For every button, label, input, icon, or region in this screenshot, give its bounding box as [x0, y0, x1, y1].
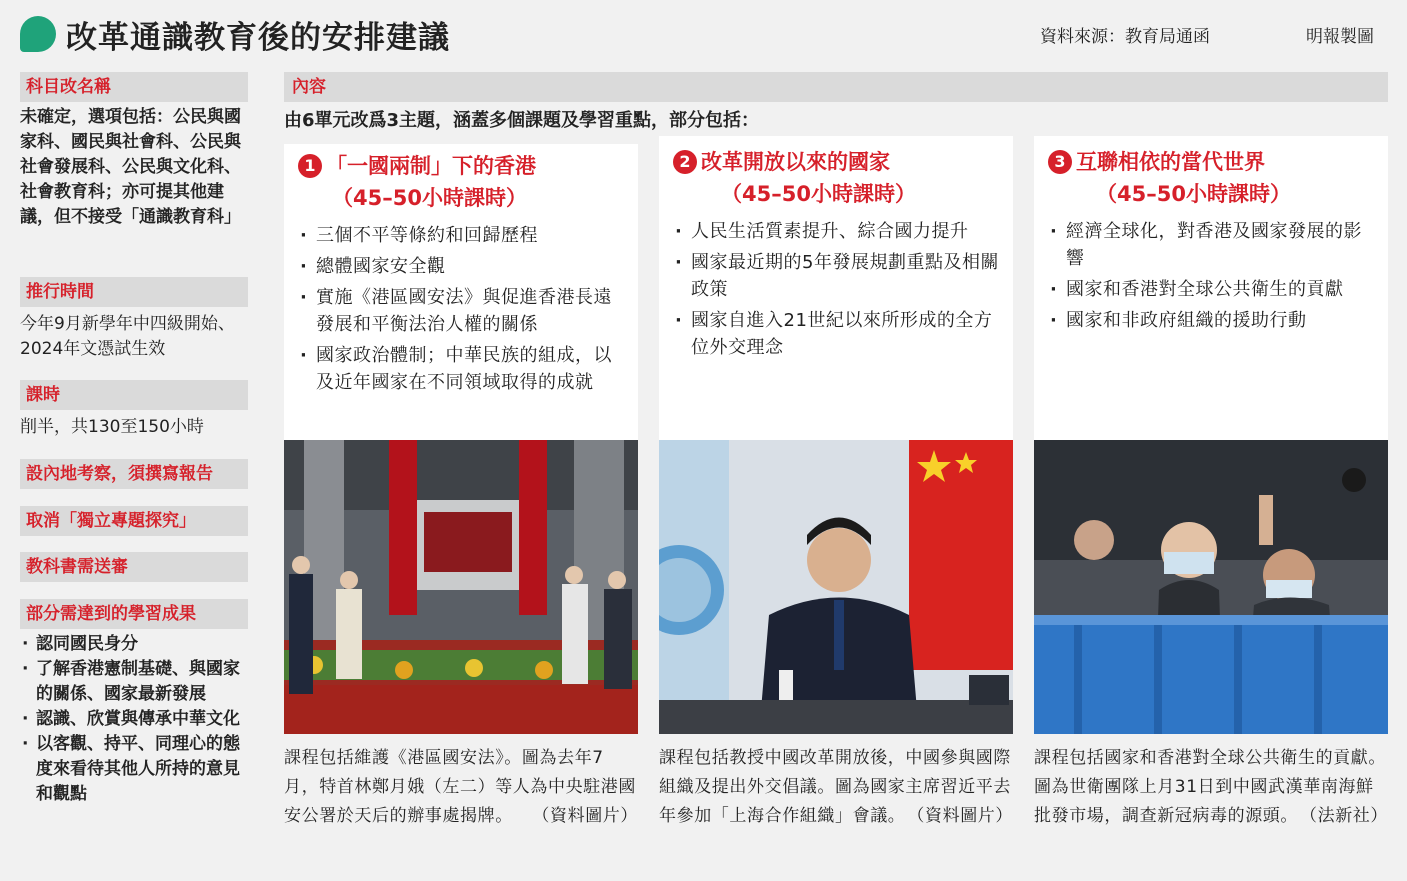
- photo-press-crowd: [1034, 440, 1388, 734]
- outcome-item: · 了解香港憲制基礎、與國家的關係、國家最新發展: [20, 657, 252, 707]
- caption-source: （資料圖片）: [907, 806, 1013, 826]
- caption-2: 課程包括教授中國改革開放後，中國參與國際組織及提出外交倡議。圖為國家主席習近平去年參加「上海合作組織」會議。 （資料圖片）: [659, 744, 1013, 831]
- theme-hours: （45–50小時課時）: [332, 186, 527, 210]
- theme-title: 1 「一國兩制」下的香港: [298, 150, 628, 182]
- theme-bullets: [673, 218, 1003, 361]
- source-note: 資料來源：教育局通函: [1040, 27, 1210, 47]
- theme-bullets: [298, 222, 628, 396]
- number-2-icon: 2: [673, 150, 697, 174]
- caption-source: （法新社）: [1300, 806, 1388, 826]
- bullet-item: · 經濟全球化，對香港及國家發展的影響: [1048, 218, 1378, 272]
- caption-1: 課程包括維護《港區國安法》。圖為去年7月，特首林鄭月娥（左二）等人為中央駐港國安公署於天后的辦事處揭牌。 （資料圖片）: [284, 744, 638, 831]
- theme-bullets: [1048, 218, 1378, 334]
- content-heading: 內容: [284, 72, 1388, 102]
- theme-card-2: [659, 136, 1013, 440]
- bullet-item: · 三個不平等條約和回歸歷程: [298, 222, 628, 249]
- outcomes-heading: 部分需達到的學習成果: [20, 599, 248, 629]
- mainland-study-heading: 設內地考察，須撰寫報告: [20, 459, 248, 489]
- bullet-item: · 國家自進入21世紀以來所形成的全方位外交理念: [673, 307, 1003, 361]
- outcome-item: · 以客觀、持平、同理心的態度來看待其他人所持的意見和觀點: [20, 732, 252, 807]
- brand-logo-icon: [20, 16, 56, 52]
- page-title: 改革通識教育後的安排建議: [66, 20, 450, 56]
- caption-source: （資料圖片）: [532, 806, 638, 826]
- hours-text: 削半，共130至150小時: [20, 417, 204, 437]
- number-1-icon: 1: [298, 154, 322, 178]
- timing-text: 今年9月新學年中四級開始、2024年文憑試生效: [20, 314, 235, 359]
- bullet-item: · 國家最近期的5年發展規劃重點及相關政策: [673, 249, 1003, 303]
- hours-heading: 課時: [20, 380, 248, 410]
- textbook-heading: 教科書需送審: [20, 552, 248, 582]
- number-3-icon: 3: [1048, 150, 1072, 174]
- theme-hours: （45–50小時課時）: [721, 182, 916, 206]
- theme-title: 3 互聯相依的當代世界: [1048, 146, 1378, 178]
- photo-plaque-unveiling: [284, 440, 638, 734]
- bullet-item: · 國家和非政府組織的援助行動: [1048, 307, 1378, 334]
- content-intro: 由6單元改爲3主題，涵蓋多個課題及學習重點，部分包括：: [284, 110, 760, 131]
- bullet-item: · 人民生活質素提升、綜合國力提升: [673, 218, 1003, 245]
- rename-text: 未確定，選項包括：公民與國家科、國民與社會科、公民與社會發展科、公民與文化科、社會教育科；亦可提其他建議，但不接受「通識教育科」: [20, 107, 241, 227]
- bullet-item: · 國家和香港對全球公共衛生的貢獻: [1048, 276, 1378, 303]
- outcomes-list: [20, 632, 252, 807]
- bullet-item: · 國家政治體制；中華民族的組成，以及近年國家在不同領域取得的成就: [298, 342, 628, 396]
- caption-3: 課程包括國家和香港對全球公共衛生的貢獻。圖為世衛團隊上月31日到中國武漢華南海鮮批發市場，調查新冠病毒的源頭。 （法新社）: [1034, 744, 1388, 831]
- theme-hours: （45–50小時課時）: [1096, 182, 1291, 206]
- bullet-item: · 實施《港區國安法》與促進香港長遠發展和平衡法治人權的關係: [298, 284, 628, 338]
- timing-heading: 推行時間: [20, 277, 248, 307]
- outcome-item: · 認同國民身分: [20, 632, 252, 657]
- cancel-project-heading: 取消「獨立專題探究」: [20, 506, 248, 536]
- rename-heading: 科目改名稱: [20, 72, 248, 102]
- theme-title: 2 改革開放以來的國家: [673, 146, 1003, 178]
- graphic-credit: 明報製圖: [1306, 27, 1374, 47]
- theme-card-3: [1034, 136, 1388, 440]
- photo-video-meeting: [659, 440, 1013, 734]
- outcome-item: · 認識、欣賞與傳承中華文化: [20, 707, 252, 732]
- theme-card-1: [284, 144, 638, 440]
- bullet-item: · 總體國家安全觀: [298, 253, 628, 280]
